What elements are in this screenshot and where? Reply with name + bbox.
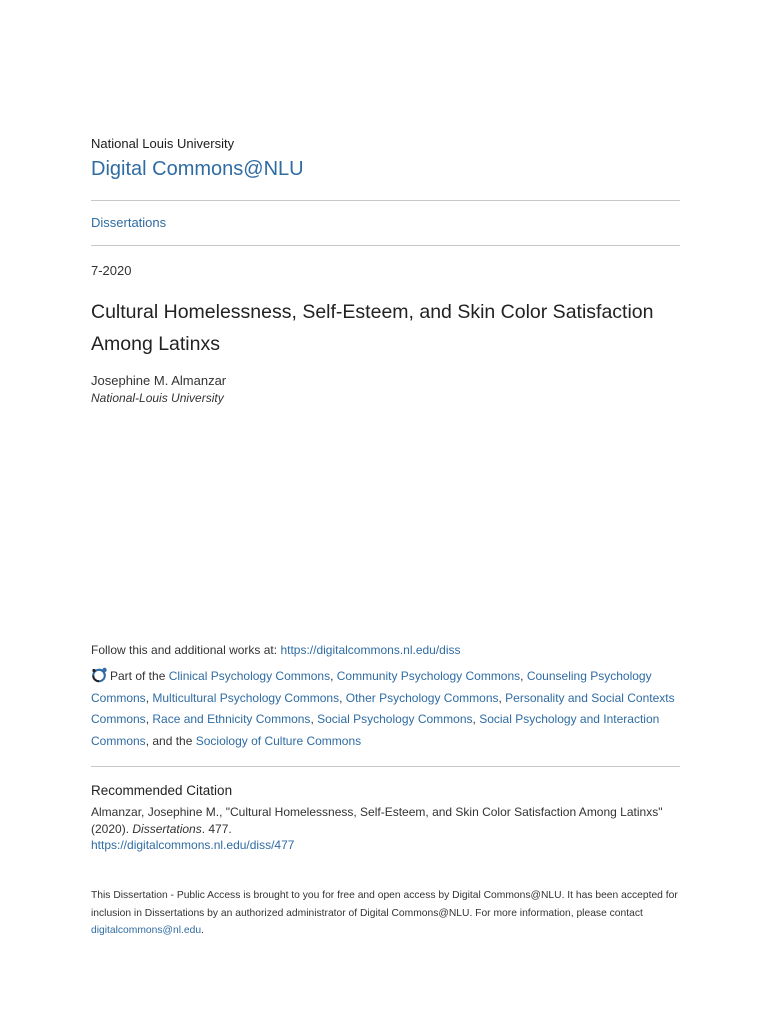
divider: [91, 766, 680, 767]
commons-separator: , and the: [145, 733, 196, 748]
access-notice-end: .: [201, 925, 204, 936]
repository-link[interactable]: Digital Commons@NLU: [91, 158, 304, 180]
citation-text: [91, 804, 671, 838]
commons-link[interactable]: Social Psychology Commons: [317, 712, 473, 726]
commons-separator: ,: [339, 690, 346, 705]
network-commons-icon: [91, 667, 108, 683]
part-of-prefix: Part of the: [110, 669, 169, 683]
commons-list: [91, 669, 675, 748]
document-title: Cultural Homelessness, Self-Esteem, and Skin Color Satisfaction Among Latinxs: [91, 301, 654, 355]
recommended-citation-heading: Recommended Citation: [91, 783, 233, 798]
divider: [91, 200, 680, 201]
commons-separator: ,: [520, 669, 527, 683]
commons-separator: ,: [145, 690, 153, 705]
institution-name: National Louis University: [91, 136, 235, 151]
commons-separator: ,: [330, 669, 337, 683]
divider: [91, 245, 680, 246]
commons-link[interactable]: Counseling Psychology Commons: [91, 669, 652, 705]
part-of-commons: [91, 666, 686, 752]
citation-series: Dissertations: [132, 822, 202, 836]
commons-separator: ,: [498, 690, 506, 705]
commons-link[interactable]: Other Psychology Commons: [345, 690, 499, 705]
author-name: Josephine M. Almanzar: [91, 373, 227, 388]
access-notice: [91, 887, 681, 940]
commons-separator: ,: [145, 712, 153, 726]
commons-link[interactable]: Community Psychology Commons: [336, 669, 521, 683]
citation-after: . 477.: [201, 822, 232, 836]
commons-link[interactable]: Clinical Psychology Commons: [168, 669, 331, 683]
citation-url-link[interactable]: https://digitalcommons.nl.edu/diss/477: [91, 838, 295, 852]
follow-prefix: Follow this and additional works at:: [91, 643, 281, 657]
author-affiliation: National-Louis University: [91, 391, 224, 405]
follow-line: [91, 643, 461, 657]
publication-date: 7-2020: [91, 263, 132, 278]
commons-separator: ,: [310, 712, 318, 726]
commons-link[interactable]: Sociology of Culture Commons: [195, 733, 362, 748]
commons-link[interactable]: Personality and Social Contexts Commons: [91, 690, 675, 726]
follow-url-link[interactable]: https://digitalcommons.nl.edu/diss: [280, 643, 461, 657]
commons-separator: ,: [472, 712, 480, 726]
series-link[interactable]: Dissertations: [91, 215, 167, 230]
access-notice-text: This Dissertation - Public Access is brought to you for free and open access by Digital Commons@NLU. It has been accepted for inclusion in Dissertations by an authorized administrator of Digital Commons@NLU. For more information, please contact: [91, 890, 678, 919]
citation-before: Almanzar, Josephine M., "Cultural Homelessness, Self-Esteem, and Skin Color Satisfaction Among Latinxs" (2020).: [91, 805, 663, 836]
commons-link[interactable]: Multicultural Psychology Commons: [152, 690, 340, 705]
commons-link[interactable]: Social Psychology and Interaction Commons: [91, 712, 660, 748]
contact-email-link[interactable]: digitalcommons@nl.edu: [91, 925, 202, 936]
commons-link[interactable]: Race and Ethnicity Commons: [152, 712, 311, 726]
